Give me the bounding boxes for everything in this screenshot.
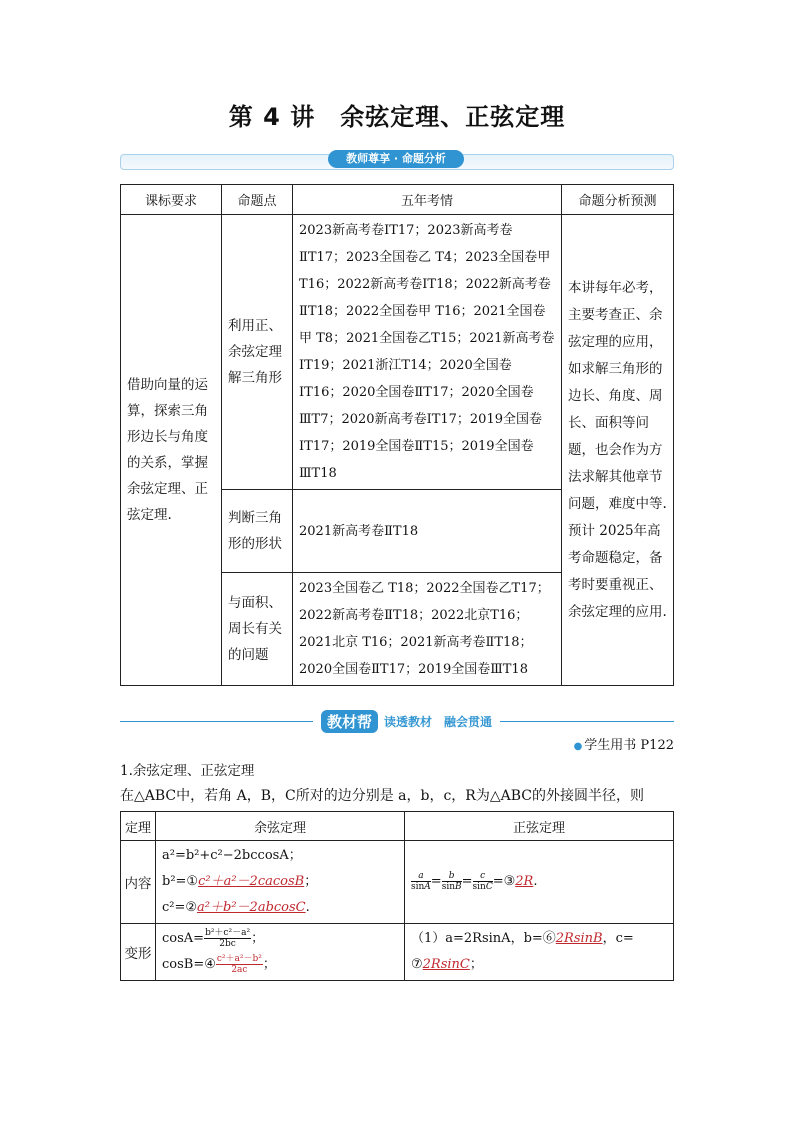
header-exams: 五年考情: [293, 185, 562, 215]
answer-3: 2R: [515, 874, 534, 889]
row-label-content: 内容: [121, 841, 156, 924]
cos-formula-a: a²=b²+c²−2bccosA；: [162, 848, 302, 863]
teacher-banner: [120, 150, 674, 172]
formula-prefix: ⑦: [411, 957, 423, 972]
sine-content-cell: $\frac{a}{\sin A}$ = $\frac{b}{\sin B}$ = $\frac{c}{\sin C}$ =③2R.: [405, 841, 674, 924]
answer-1: c²＋a²－2cacosB: [198, 874, 305, 889]
sine-variant-line2: ⑦2RsinC；: [411, 957, 483, 972]
intro-text: 在△ABC中，若角 A，B，C所对的边分别是 a，b，c，R为△ABC的外接圆半径，则: [120, 788, 644, 804]
formula-prefix: b²=①: [162, 874, 199, 889]
header-cosine: 余弦定理: [156, 812, 405, 841]
banner-tag: [313, 709, 500, 733]
answer-4: [216, 954, 263, 975]
cosine-content-cell: [156, 841, 405, 924]
header-theorem: 定理: [121, 812, 156, 841]
fraction: $\frac{c}{\sin C}$: [472, 871, 493, 892]
banner-main: 教材帮: [321, 710, 378, 733]
formula-prefix: cosB=④: [162, 957, 216, 972]
sine-variant-cell: [405, 924, 674, 981]
point-cell: 利用正、余弦定理解三角形: [222, 215, 293, 490]
exams-cell: 2021新高考卷ⅡT18: [293, 490, 562, 573]
header-requirement: 课标要求: [121, 185, 222, 215]
table-header-row: [121, 812, 674, 841]
fraction: [204, 928, 251, 949]
answer-7: 2RsinC: [422, 957, 470, 972]
textbook-banner: [120, 709, 674, 735]
table-row: [121, 215, 674, 490]
page-title: 第 4 讲 余弦定理、正弦定理: [228, 103, 566, 131]
analysis-table: [120, 184, 674, 686]
table-row: [121, 841, 674, 924]
denominator: 2bc: [219, 939, 236, 949]
fraction: $\frac{a}{\sin A}$: [411, 871, 431, 892]
numerator: b²＋c²－a²: [205, 928, 251, 938]
table-row: [121, 924, 674, 981]
header-sine: 正弦定理: [405, 812, 674, 841]
cosine-variant-cell: [156, 924, 405, 981]
sine-variant-line1: [411, 926, 667, 952]
theorem-table: [120, 811, 674, 981]
exams-cell: 2023全国卷乙 T18；2022全国卷乙T17；2022新高考卷ⅡT18；2022北京T16；2021北京 T16；2021新高考卷ⅡT18；2020全国卷ⅡT17；2019全国卷ⅢT18: [293, 573, 562, 686]
requirement-cell: 借助向量的运算，探索三角形边长与角度的关系，掌握余弦定理、正弦定理.: [121, 215, 222, 686]
cos-formula-c: c²=②a²＋b²－2abcosC.: [162, 900, 310, 915]
point-cell: 判断三角形的形状: [222, 490, 293, 573]
banner-sub: 读透教材 融会贯通: [384, 714, 493, 729]
book-reference: [574, 734, 674, 753]
cosB-formula: cosB=④ $\frac{\text{c²＋a²－b²}}{2ac}$ ；: [162, 954, 276, 975]
reference-text: 学生用书 P122: [584, 738, 674, 753]
cos-formula-b: b²=①c²＋a²－2cacosB；: [162, 874, 318, 889]
bullet-icon: ●: [573, 741, 583, 752]
header-point: 命题点: [222, 185, 293, 215]
answer-2: a²＋b²－2abcosC: [197, 900, 306, 915]
answer-6: 2RsinB: [555, 931, 603, 946]
section-heading: 1.余弦定理、正弦定理: [120, 763, 255, 779]
formula-prefix: cosA=: [162, 931, 205, 946]
numerator: c²＋a²－b²: [216, 954, 262, 964]
denominator: 2ac: [231, 965, 248, 975]
formula-mid: ，c=: [602, 931, 634, 946]
formula-prefix: c²=②: [162, 900, 198, 915]
header-analysis: 命题分析预测: [562, 185, 674, 215]
row-label-variant: 变形: [121, 924, 156, 981]
formula-prefix: （1）a=2RsinA，b=⑥: [411, 931, 556, 946]
cosA-formula: cosA= $\frac{\text{b²＋c²－a²}}{2bc}$ ；: [162, 928, 265, 949]
table-header-row: [121, 185, 674, 215]
banner-label: 教师尊享 · 命题分析: [328, 150, 464, 168]
point-cell: 与面积、周长有关的问题: [222, 573, 293, 686]
exams-cell: 2023新高考卷ⅠT17；2023新高考卷ⅡT17；2023全国卷乙 T4；2023全国卷甲 T16；2022新高考卷ⅠT18；2022新高考卷ⅡT18；2022全国卷甲 T16；2021全国卷甲 T8；2021全国卷乙T15；2021新高考卷ⅠT19；2021浙江T14；2020全国卷ⅠT16；2020全国卷ⅡT17；2020全国卷ⅢT7；2020新高考卷ⅠT17；2019全国卷ⅠT17；2019全国卷ⅡT15；2019全国卷ⅢT18: [293, 215, 562, 490]
analysis-cell: 本讲每年必考，主要考查正、余弦定理的应用，如求解三角形的边长、角度、周长、面积等问题，也会作为方法求解其他章节问题，难度中等.预计 2025年高考命题稳定，备考时要重视正、余弦定理的应用.: [562, 215, 674, 686]
fraction: $\frac{b}{\sin B}$: [441, 871, 462, 892]
